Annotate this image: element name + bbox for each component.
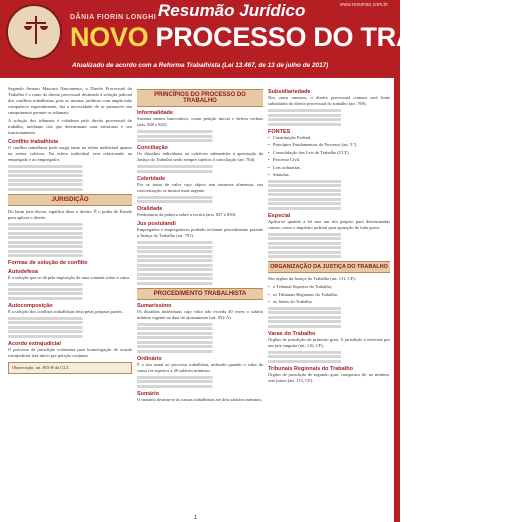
- page-title: [70, 22, 510, 53]
- observation-box: Observação: art. 855-B da CLT.: [8, 362, 132, 374]
- fonte-item: • Processo Civil.: [268, 157, 390, 163]
- informalidade-text: Sistema menos burocrático, como petição inicial e defesa verbais (arts. 840 e 843).: [137, 116, 263, 127]
- orgao-item: • os Juízes do Trabalho.: [268, 299, 390, 305]
- conflito-text: O conflito trabalhista pode surgir tanto na esfera individual quanto na esfera coletiva. Na esfera individual será relacionado ao empregado e ao empregador.: [8, 145, 132, 162]
- scales-logo-icon: [6, 4, 62, 60]
- title-prefix: NOVO: [70, 22, 149, 52]
- column-middle: [137, 86, 263, 405]
- title-rest: PROCESSO DO TRABALHO: [148, 22, 510, 52]
- page-subtitle: Atualizado de acordo com a Reforma Trabalhista (Lei 13.467, de 13 de julho de 2017): [72, 62, 329, 69]
- fonte-item: • Leis ordinárias.: [268, 165, 390, 171]
- heading-oralidade: Oralidade: [137, 206, 163, 212]
- heading-celeridade: Celeridade: [137, 175, 166, 182]
- heading-conciliacao: Conciliação: [137, 145, 168, 151]
- heading-autocomposicao: Autocomposição: [8, 302, 53, 309]
- heading-varas: Varas do Trabalho: [268, 330, 316, 337]
- subsidiariedade-text: Nos casos omissos, o direito processual comum será fonte subsidiária do direito processual do trabalho (art. 769).: [268, 95, 390, 106]
- orgao-item: • o Tribunal Superior do Trabalho;: [268, 284, 390, 290]
- sumario-text: O sumário destina-se às causas trabalhistas até dois salários mínimos.: [137, 396, 263, 402]
- section-procedimento: PROCEDIMENTO TRABALHISTA: [137, 288, 263, 300]
- heading-trt: Tribunais Regionais do Trabalho: [268, 365, 353, 372]
- ordinario-text: É o rito usual no processo trabalhista, utilizado quando o valor da causa for superior a 40 salários mínimos.: [137, 361, 263, 373]
- heading-conflito: Conflito trabalhista: [8, 139, 59, 145]
- heading-autodefesa: Autodefesa: [8, 269, 38, 275]
- heading-subsidiariedade: Subsidiariedade: [268, 89, 311, 95]
- page-number: 1: [194, 515, 197, 521]
- oralidade-text: Predomínio da palavra sobre a escrita (arts. 847 e 850).: [137, 212, 237, 217]
- heading-ordinario: Ordinário: [137, 355, 162, 362]
- heading-fontes: FONTES: [268, 128, 291, 135]
- section-jurisdicao: JURISDIÇÃO: [8, 194, 132, 206]
- column-right: [268, 86, 390, 386]
- heading-jus-postulandi: Jus postulandi: [137, 221, 176, 227]
- autocomposicao-text: É a solução dos conflitos trabalhistas feita pelas próprias partes.: [8, 308, 123, 314]
- heading-sumario: Sumário: [137, 390, 160, 397]
- heading-formas: Formas de solução de conflito: [8, 260, 88, 266]
- autodefesa-text: É a solução que se dá pela imposição de uma vontade sobre a outra.: [8, 275, 130, 280]
- jus-text: Empregados e empregadores poderão reclamar pessoalmente perante a Justiça do Trabalho (art. 791).: [137, 227, 263, 238]
- conciliacao-text: Os dissídios individuais ou coletivos submetidos à apreciação da Justiça do Trabalho serão sempre sujeitos à conciliação (art. 764).: [137, 151, 263, 162]
- varas-text: Órgãos de jurisdição de primeiro grau. A jurisdição é exercida por um juiz singular (art. 116, CF).: [268, 336, 390, 348]
- organizacao-text: São órgãos da Justiça do Trabalho (art. 111, CF):: [268, 276, 356, 281]
- heading-especial: Especial: [268, 212, 291, 219]
- series-title: Resumão Jurídico: [158, 1, 306, 20]
- intro-paragraph-2: A solução dos tribunais é coletânea pelo direito processual do trabalho, mediante tais que determinam suas estruturas e seu funcionamento.: [8, 118, 132, 135]
- fonte-item: • Constituição Federal.: [268, 135, 390, 141]
- heading-acordo: Acordo extrajudicial: [8, 340, 61, 347]
- heading-informalidade: Informalidade: [137, 110, 174, 116]
- heading-sumarissimo: Sumaríssimo: [137, 302, 172, 309]
- fonte-item: • Consolidação das Leis do Trabalho (CLT).: [268, 150, 390, 156]
- celeridade-text: Por se tratar de valor cujo objeto tem natureza alimentar, sua concretização se mostra mais urgente.: [137, 181, 263, 193]
- column-left: [8, 86, 132, 377]
- fonte-item: • Princípios Fundamentais do Processo (art. 5.º).: [268, 142, 390, 148]
- especial-text: Aplica-se quando a lei traz um rito próprio para determinadas causas, como o inquérito judicial para apuração de falta grave.: [268, 218, 390, 230]
- side-spine: [394, 0, 400, 522]
- acordo-text: O processo de jurisdição voluntária para homologação de acordo extrajudicial terá início por petição conjunta.: [8, 346, 132, 358]
- orgao-item: • os Tribunais Regionais do Trabalho;: [268, 292, 390, 298]
- fonte-item: • Súmulas.: [268, 172, 390, 178]
- jurisdicao-text: Do latim juris dicere, significa dizer o direito. É o poder do Estado para aplicar o direito.: [8, 208, 132, 220]
- author-name: DÂNIA FIORIN LONGHI: [70, 14, 157, 21]
- sumarissimo-text: Os dissídios individuais cujo valor não exceda 40 vezes o salário mínimo vigente na data do ajuizamento (art. 852-A).: [137, 308, 263, 320]
- section-organizacao: ORGANIZAÇÃO DA JUSTIÇA DO TRABALHO: [268, 261, 390, 273]
- site-url: www.resumao.com.br: [339, 2, 388, 8]
- trt-text: Órgãos de jurisdição de segundo grau, compostos de, no mínimo, sete juízes (art. 115, CF).: [268, 371, 390, 383]
- intro-paragraph: Segundo Amauri Mascaro Nascimento, o Direito Processual do Trabalho é o ramo do direito processual destinado à solução judicial dos conflitos trabalhistas, pois os normas jurídicas com ampla mão compulsiva especialmente, dai a necessidade de se promover seu cumprimento perante os tribunais.: [8, 86, 132, 115]
- section-principios: PRINCÍPIOS DO PROCESSO DO TRABALHO: [137, 89, 263, 107]
